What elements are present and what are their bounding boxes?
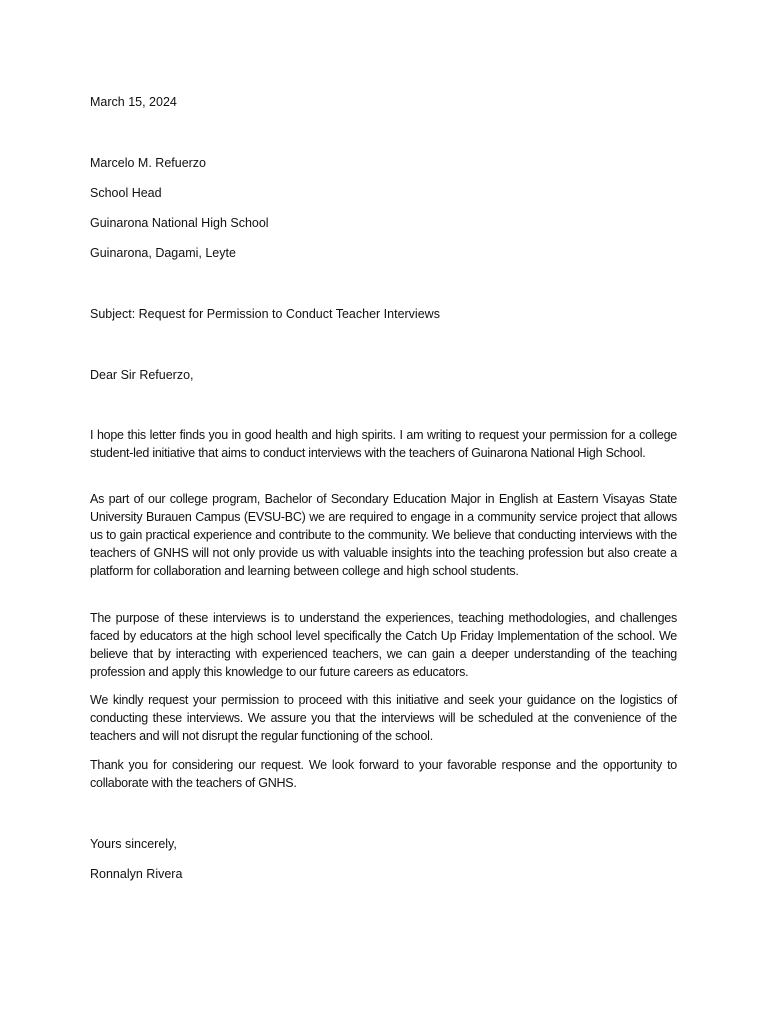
recipient-address: Guinarona, Dagami, Leyte <box>90 246 236 260</box>
body-paragraph-4: We kindly request your permission to proceed with this initiative and seek your guidance on the logistics of conducting these interviews. We assure you that the interviews will be scheduled at the convenience of the teachers and will not disrupt the regular functioning of the school. <box>90 693 677 743</box>
recipient-school: Guinarona National High School <box>90 216 269 230</box>
recipient-title: School Head <box>90 186 162 200</box>
body-paragraph-2: As part of our college program, Bachelor of Secondary Education Major in English at Eastern Visayas State University Burauen Campus (EVSU-BC) we are required to engage in a community service project that allows us to gain practical experience and contribute to the community. We believe that conducting interviews with the teachers of GNHS will not only provide us with valuable insights into the teaching profession but also create a platform for collaboration and learning between college and high school students. <box>90 492 677 578</box>
signature-name: Ronnalyn Rivera <box>90 867 183 881</box>
body-paragraph-5: Thank you for considering our request. We look forward to your favorable response and the opportunity to collaborate with the teachers of GNHS. <box>90 758 677 790</box>
recipient-name: Marcelo M. Refuerzo <box>90 156 207 170</box>
letter-closing: Yours sincerely, <box>90 837 177 851</box>
body-paragraph-3: The purpose of these interviews is to understand the experiences, teaching methodologies, and challenges faced by educators at the high school level specifically the Catch Up Friday Implementation of the school. We believe that by interacting with experienced teachers, we can gain a deeper understanding of the teaching profession and apply this knowledge to our future careers as educators. <box>90 611 677 679</box>
body-paragraph-1: I hope this letter finds you in good health and high spirits. I am writing to request your permission for a college student-led initiative that aims to conduct interviews with the teachers of Guinarona National High School. <box>90 428 677 460</box>
letter-subject: Subject: Request for Permission to Conduct Teacher Interviews <box>90 307 440 321</box>
letter-date: March 15, 2024 <box>90 95 177 109</box>
letter-salutation: Dear Sir Refuerzo, <box>90 368 194 382</box>
